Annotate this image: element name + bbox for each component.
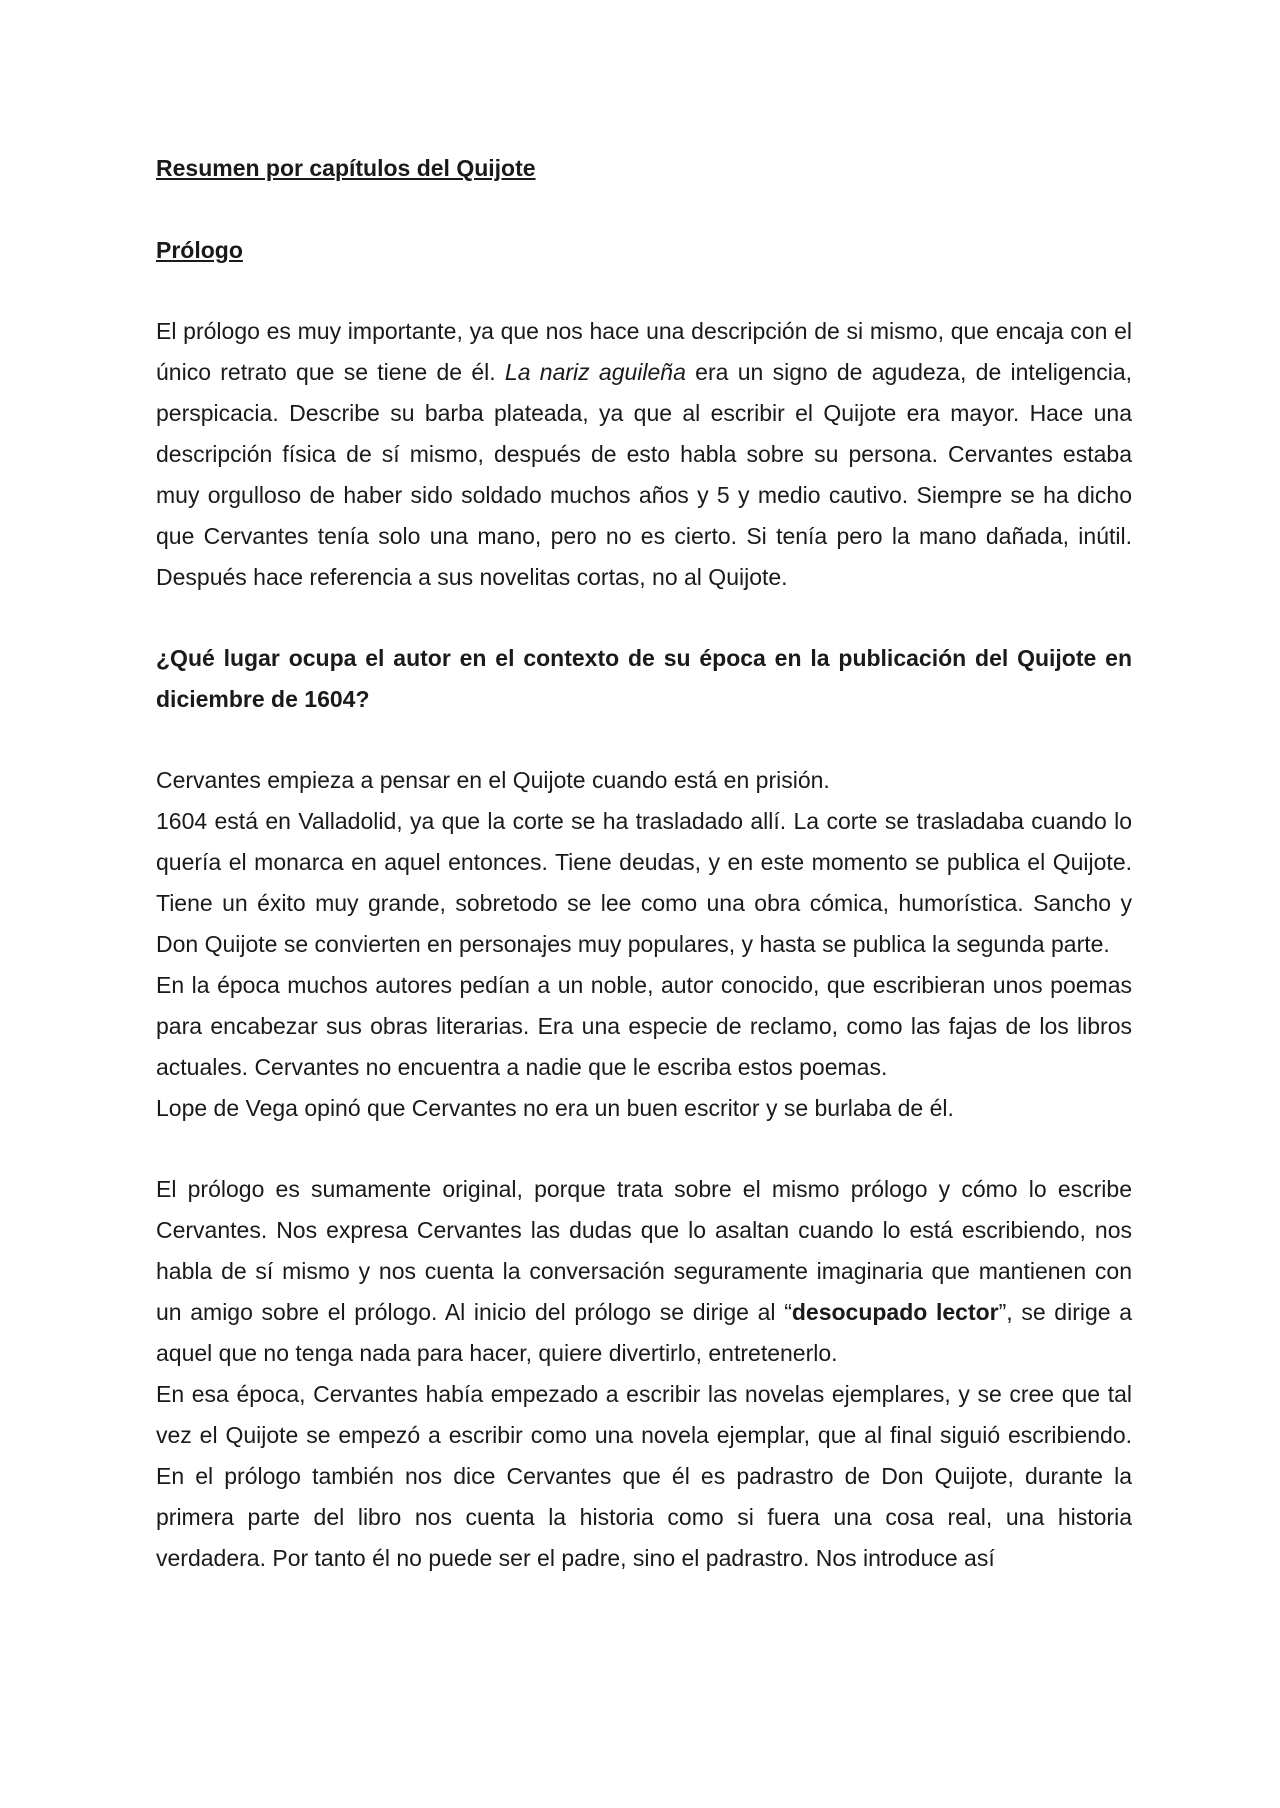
context-paragraph-1: Cervantes empieza a pensar en el Quijote cuando está en prisión. [156,767,830,793]
spacer [156,1129,1132,1169]
document-title: Resumen por capítulos del Quijote [156,155,536,181]
spacer [156,189,1132,230]
question-heading: ¿Qué lugar ocupa el autor en el contexto de su época en la publicación del Quijote en diciembre de 1604? [156,645,1132,712]
spacer [156,598,1132,638]
original-text-part2: ”, se dirige a aquel que no tenga nada para hacer, quiere divertirlo, entretenerlo. [156,1299,1132,1366]
original-paragraph [156,1169,1132,1374]
closing-paragraph: En esa época, Cervantes había empezado a escribir las novelas ejemplares, y se cree que tal vez el Quijote se empezó a escribir como una novela ejemplar, que al final siguió escribiendo. En el prólogo también nos dice Cervantes que él es padrastro de Don Quijote, durante la primera parte del libro nos cuenta la historia como si fuera una cosa real, una historia verdadera. Por tanto él no puede ser el padre, sino el padrastro. Nos introduce así [156,1381,1132,1571]
section-heading: Prólogo [156,237,243,263]
context-paragraph-2: 1604 está en Valladolid, ya que la corte se ha trasladado allí. La corte se trasladaba cuando lo quería el monarca en aquel entonces. Tiene deudas, y en este momento se publica el Quijote. Tiene un éxito muy grande, sobretodo se lee como una obra cómica, humorística. Sancho y Don Quijote se convierten en personajes muy populares, y hasta se publica la segunda parte. [156,808,1132,957]
intro-text-part2: era un signo de agudeza, de inteligencia, perspicacia. Describe su barba plateada, ya que al escribir el Quijote era mayor. Hace una descripción física de sí mismo, después de esto habla sobre su persona. Cervantes estaba muy orgulloso de haber sido soldado muchos años y 5 y medio cautivo. Siempre se ha dicho que Cervantes tenía solo una mano, pero no es cierto. Si tenía pero la mano dañada, inútil. Después hace referencia a sus novelitas cortas, no al Quijote. [156,359,1132,590]
spacer [156,271,1132,311]
context-paragraph-4: Lope de Vega opinó que Cervantes no era un buen escritor y se burlaba de él. [156,1095,954,1121]
intro-text-part1: El prólogo es muy importante, ya que nos hace una descripción de si mismo, que encaja con el único retrato que se tiene de él. [156,318,1132,385]
original-text-part1: El prólogo es sumamente original, porque trata sobre el mismo prólogo y cómo lo escribe Cervantes. Nos expresa Cervantes las dudas que lo asaltan cuando lo está escribiendo, nos habla de sí mismo y nos cuenta la conversación seguramente imaginaria que mantienen con un amigo sobre el prólogo. Al inicio del prólogo se dirige al “ [156,1176,1132,1325]
context-paragraph-3: En la época muchos autores pedían a un noble, autor conocido, que escribieran unos poemas para encabezar sus obras literarias. Era una especie de reclamo, como las fajas de los libros actuales. Cervantes no encuentra a nadie que le escriba estos poemas. [156,972,1132,1080]
original-bold-phrase: desocupado lector [791,1299,999,1325]
document-page [156,148,1132,1579]
intro-paragraph [156,311,1132,598]
spacer [156,720,1132,760]
intro-italic-phrase: La nariz aguileña [504,359,686,385]
